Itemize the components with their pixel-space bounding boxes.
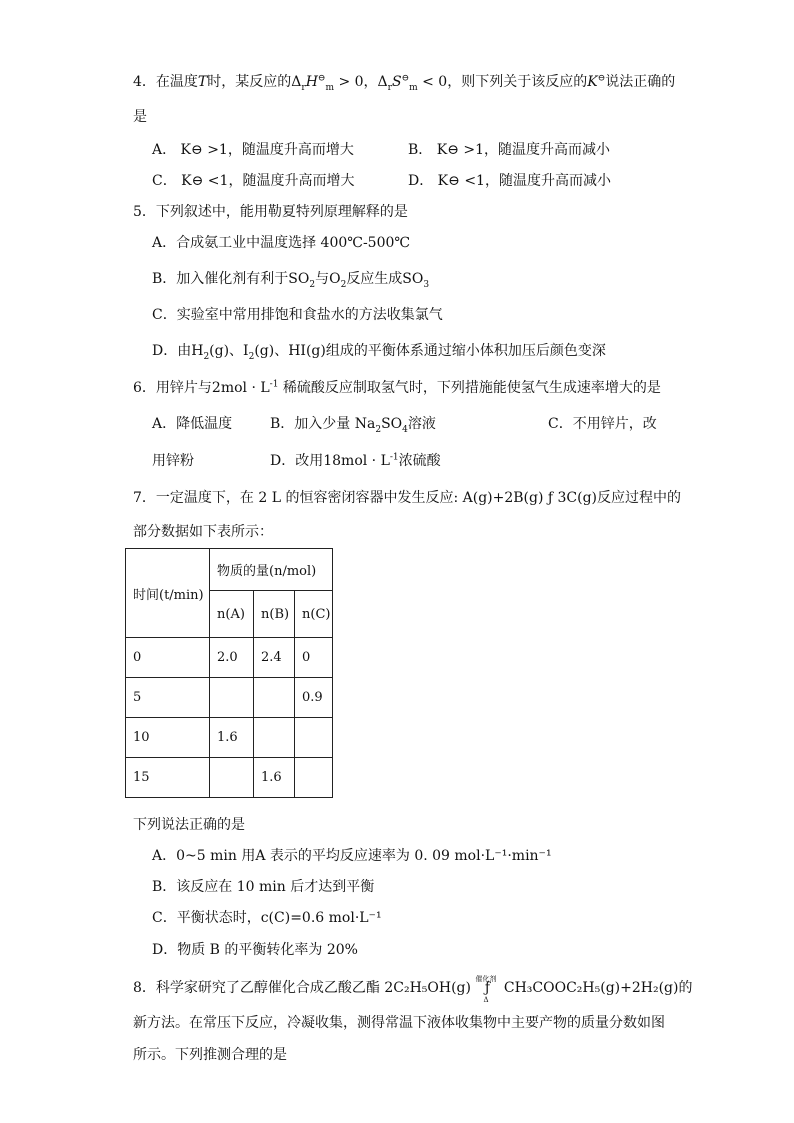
table-cell: 0: [295, 638, 333, 678]
q6-option-a: A．降低温度: [152, 416, 233, 432]
q8-stem-cont-2: 所示。下列推测合理的是: [133, 1047, 287, 1063]
table-cell: [254, 718, 295, 758]
q4-option-d: D． K⊖ <1，随温度升高而减小: [408, 173, 611, 189]
table-row: [126, 638, 333, 678]
q4-option-b: B． K⊖ >1，随温度升高而减小: [408, 142, 611, 158]
q8-stem-cont: 新方法。在常压下反应，冷凝收集，测得常温下液体收集物中主要产物的质量分数如图: [133, 1015, 665, 1031]
table-row: [126, 758, 333, 798]
table-header-amount: 物质的量(n/mol): [210, 549, 333, 591]
q4-stem-cont: 是: [133, 109, 147, 125]
table-cell: 5: [126, 678, 210, 718]
table-cell: [295, 758, 333, 798]
q4-option-c: C． K⊖ <1，随温度升高而增大: [152, 173, 355, 189]
table-cell: 1.6: [254, 758, 295, 798]
table-cell: [210, 678, 254, 718]
data-table: [125, 548, 333, 798]
q5-stem: 5．下列叙述中，能用勒夏特列原理解释的是: [133, 204, 408, 220]
q4-option-a: A． K⊖ >1，随温度升高而增大: [152, 142, 354, 158]
table-header-nb: n(B): [254, 591, 295, 638]
q5-option-c: C．实验室中常用排饱和食盐水的方法收集氯气: [152, 307, 443, 323]
q5-option-a: A．合成氨工业中温度选择 400℃-500℃: [152, 235, 411, 251]
q7-option-d: D．物质 B 的平衡转化率为 20%: [152, 942, 358, 958]
table-cell: 10: [126, 718, 210, 758]
q7-ask: 下列说法正确的是: [133, 817, 245, 833]
table-cell: 2.0: [210, 638, 254, 678]
table-row: [126, 678, 333, 718]
q7-option-a: A．0~5 min 用A 表示的平均反应速率为 0. 09 mol·L⁻¹·min⁻¹: [152, 848, 552, 864]
q7-option-c: C．平衡状态时，c(C)=0.6 mol·L⁻¹: [152, 910, 382, 926]
table-cell: [254, 678, 295, 718]
table-cell: 1.6: [210, 718, 254, 758]
reaction-condition: 催化剂 ƒ Δ: [475, 975, 497, 1004]
table-cell: 2.4: [254, 638, 295, 678]
table-cell: [295, 718, 333, 758]
q6-stem: 6．用锌片与$2mol \cdot L^{-1}$ 稀硫酸反应制取氢气时，下列措施能使氢气生成速率增大的是: [133, 379, 661, 396]
q7-stem-cont: 部分数据如下表所示：: [133, 524, 273, 540]
table-header-na: n(A): [210, 591, 254, 638]
q7-option-b: B．该反应在 10 min 后才达到平衡: [152, 879, 375, 895]
q6-option-b: B．加入少量 $Na_2SO_4$溶液: [270, 416, 436, 435]
q7-stem: 7．一定温度下，在 2 L 的恒容密闭容器中发生反应: A(g)+2B(g) ƒ 3C(g)反应过程中的: [133, 490, 682, 506]
q8-stem: 8．科学家研究了乙醇催化合成乙酸乙酯 2C₂H₅OH(g) 催化剂 ƒ Δ CH₃COOC₂H₅(g)+2H₂(g)的: [133, 975, 693, 1004]
q5-option-b: B．加入催化剂有利于$SO_2$与$O_2$反应生成$SO_3$: [152, 271, 430, 290]
q6-option-c-cont: 用锌粉: [152, 453, 194, 469]
table-cell: 0.9: [295, 678, 333, 718]
table-cell: 15: [126, 758, 210, 798]
table-header-time: 时间(t/min): [126, 549, 210, 638]
table-cell: [210, 758, 254, 798]
table-row: [126, 718, 333, 758]
table-header-nc: n(C): [295, 591, 333, 638]
q6-option-c: C．不用锌片，改: [548, 416, 657, 432]
q4-stem: 4．在温度T时，某反应的$\Delta_rH^⊖_m > 0$，$\Delta_rS^⊖_m < 0$，则下列关于该反应的K⊖说法正确的: [133, 73, 676, 93]
q6-option-d: D．改用$18mol \cdot L^{-1}$浓硫酸: [270, 452, 441, 469]
table-cell: 0: [126, 638, 210, 678]
q5-option-d: D．由$H_2(g)$、$I_2(g)$、HI(g)组成的平衡体系通过缩小体积加压后颜色变深: [152, 343, 606, 362]
